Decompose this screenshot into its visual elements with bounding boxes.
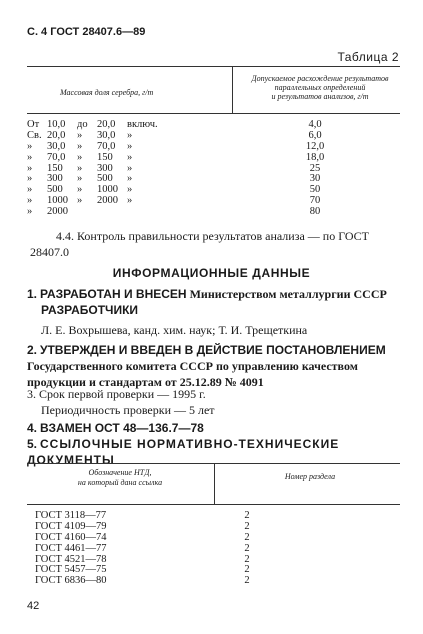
range-cell: 300: [47, 173, 63, 185]
tolerance-value: 4,0: [308, 119, 322, 130]
authors: Л. Е. Вохрышева, канд. хим. наук; Т. И. Трещеткина: [41, 323, 308, 337]
ref-section-number: 2: [244, 520, 250, 532]
range-cell: »: [77, 129, 83, 141]
tolerance-value: 80: [309, 206, 321, 218]
range-cell: »: [77, 195, 83, 207]
tolerance-value: 50: [309, 184, 321, 196]
ref-section-number: 2: [244, 575, 250, 587]
range-cell: »: [27, 184, 33, 196]
table-caption: Таблица 2: [337, 50, 399, 64]
tolerance-value: 12,0: [305, 140, 325, 152]
range-cell: »: [127, 151, 133, 163]
range-cell: 500: [97, 173, 113, 185]
range-cell: 150: [97, 151, 113, 163]
ref-document: ГОСТ 4160—74: [35, 531, 107, 543]
range-cell: »: [27, 162, 33, 174]
page-header: С. 4 ГОСТ 28407.6—89: [27, 26, 146, 38]
ref-table-header-section: Номер раздела: [284, 472, 336, 481]
section-title: ИНФОРМАЦИОННЫЕ ДАННЫЕ: [112, 266, 311, 280]
range-cell: »: [127, 140, 133, 152]
range-cell: »: [127, 129, 133, 141]
ref-section-number: 2: [244, 553, 250, 565]
page-number: 42: [27, 600, 40, 612]
paragraph-4-4: 4.4. Контроль правильности результатов анализа — по ГОСТ 28407.0: [30, 229, 369, 259]
range-cell: »: [27, 140, 33, 152]
ref-section-number: 2: [244, 564, 250, 576]
tolerance-value: 6,0: [308, 129, 322, 141]
ref-table-header-rule: [27, 504, 400, 505]
ref-table-documents: [35, 511, 107, 587]
info-item-3: 3. Срок первой проверки — 1995 г. Периодичность проверки — 5 лет: [27, 387, 215, 417]
range-cell: »: [27, 173, 33, 185]
range-cell: 2000: [97, 195, 118, 207]
table-top-rule: [27, 66, 400, 67]
range-cell: Св.: [27, 129, 42, 141]
ref-document: ГОСТ 5457—75: [35, 564, 107, 576]
range-cell: 10,0: [47, 119, 66, 130]
table-header-tolerance: Допускаемое расхождение результатов параллельных определений и результатов анализов, г/т: [251, 74, 389, 101]
info-item-4: 4. ВЗАМЕН ОСТ 48—136.7—78: [27, 421, 204, 435]
ref-section-number: 2: [244, 542, 250, 554]
ref-document: ГОСТ 6836—80: [35, 575, 107, 587]
table-column-divider: [232, 66, 233, 113]
range-cell: »: [127, 162, 133, 174]
ref-document: ГОСТ 4109—79: [35, 520, 107, 532]
tolerance-value: 70: [309, 195, 321, 207]
range-cell: до: [77, 119, 88, 130]
range-cell: »: [77, 173, 83, 185]
range-cell: »: [127, 184, 133, 196]
ref-table-column-divider: [214, 463, 215, 504]
ref-section-number: 2: [244, 531, 250, 543]
range-cell: »: [27, 206, 33, 218]
range-cell: 30,0: [47, 140, 66, 152]
range-cell: »: [77, 140, 83, 152]
range-cell: 30,0: [97, 129, 116, 141]
table-header-rule: [27, 113, 400, 114]
ref-table-header-document: Обозначение НТД, на который дана ссылка: [77, 468, 163, 487]
info-item-5: 5. ССЫЛОЧНЫЕ НОРМАТИВНО-ТЕХНИЧЕСКИЕ ДОКУМЕНТЫ: [27, 437, 340, 467]
range-cell: »: [27, 151, 33, 163]
ref-document: ГОСТ 4461—77: [35, 542, 107, 554]
range-cell: 150: [47, 162, 63, 174]
table-header-silver-fraction: Массовая доля серебра, г/т: [60, 88, 154, 97]
range-cell: включ.: [127, 119, 158, 130]
range-cell: 300: [97, 162, 113, 174]
range-cell: 70,0: [97, 140, 116, 152]
range-cell: »: [27, 195, 33, 207]
range-cell: 2000: [47, 206, 68, 218]
range-cell: 1000: [97, 184, 118, 196]
range-cell: 70,0: [47, 151, 66, 163]
ref-table-sections: [240, 511, 254, 587]
ref-document: ГОСТ 4521—78: [35, 553, 107, 565]
tolerance-value: 30: [309, 173, 321, 185]
range-cell: 20,0: [97, 119, 116, 130]
tolerance-value: 18,0: [305, 151, 325, 163]
table-values: [298, 120, 332, 218]
range-cell: »: [127, 195, 133, 207]
ref-section-number: 2: [244, 510, 250, 521]
info-item-2: 2. УТВЕРЖДЕН И ВВЕДЕН В ДЕЙСТВИЕ ПОСТАНОВЛЕНИЕМ Государственного комитета СССР по управлению качеством продукции и стандартам от 25.12.89 № 4091: [27, 343, 386, 389]
range-cell: 1000: [47, 195, 68, 207]
range-cell: »: [77, 151, 83, 163]
range-cell: 500: [47, 184, 63, 196]
range-cell: »: [77, 184, 83, 196]
range-cell: От: [27, 119, 40, 130]
info-item-1: 1. РАЗРАБОТАН И ВНЕСЕН Министерством металлургии СССР РАЗРАБОТЧИКИ: [27, 287, 387, 317]
tolerance-value: 25: [309, 162, 321, 174]
range-cell: »: [127, 173, 133, 185]
range-cell: »: [77, 162, 83, 174]
ref-document: ГОСТ 3118—77: [35, 510, 107, 521]
range-cell: 20,0: [47, 129, 66, 141]
